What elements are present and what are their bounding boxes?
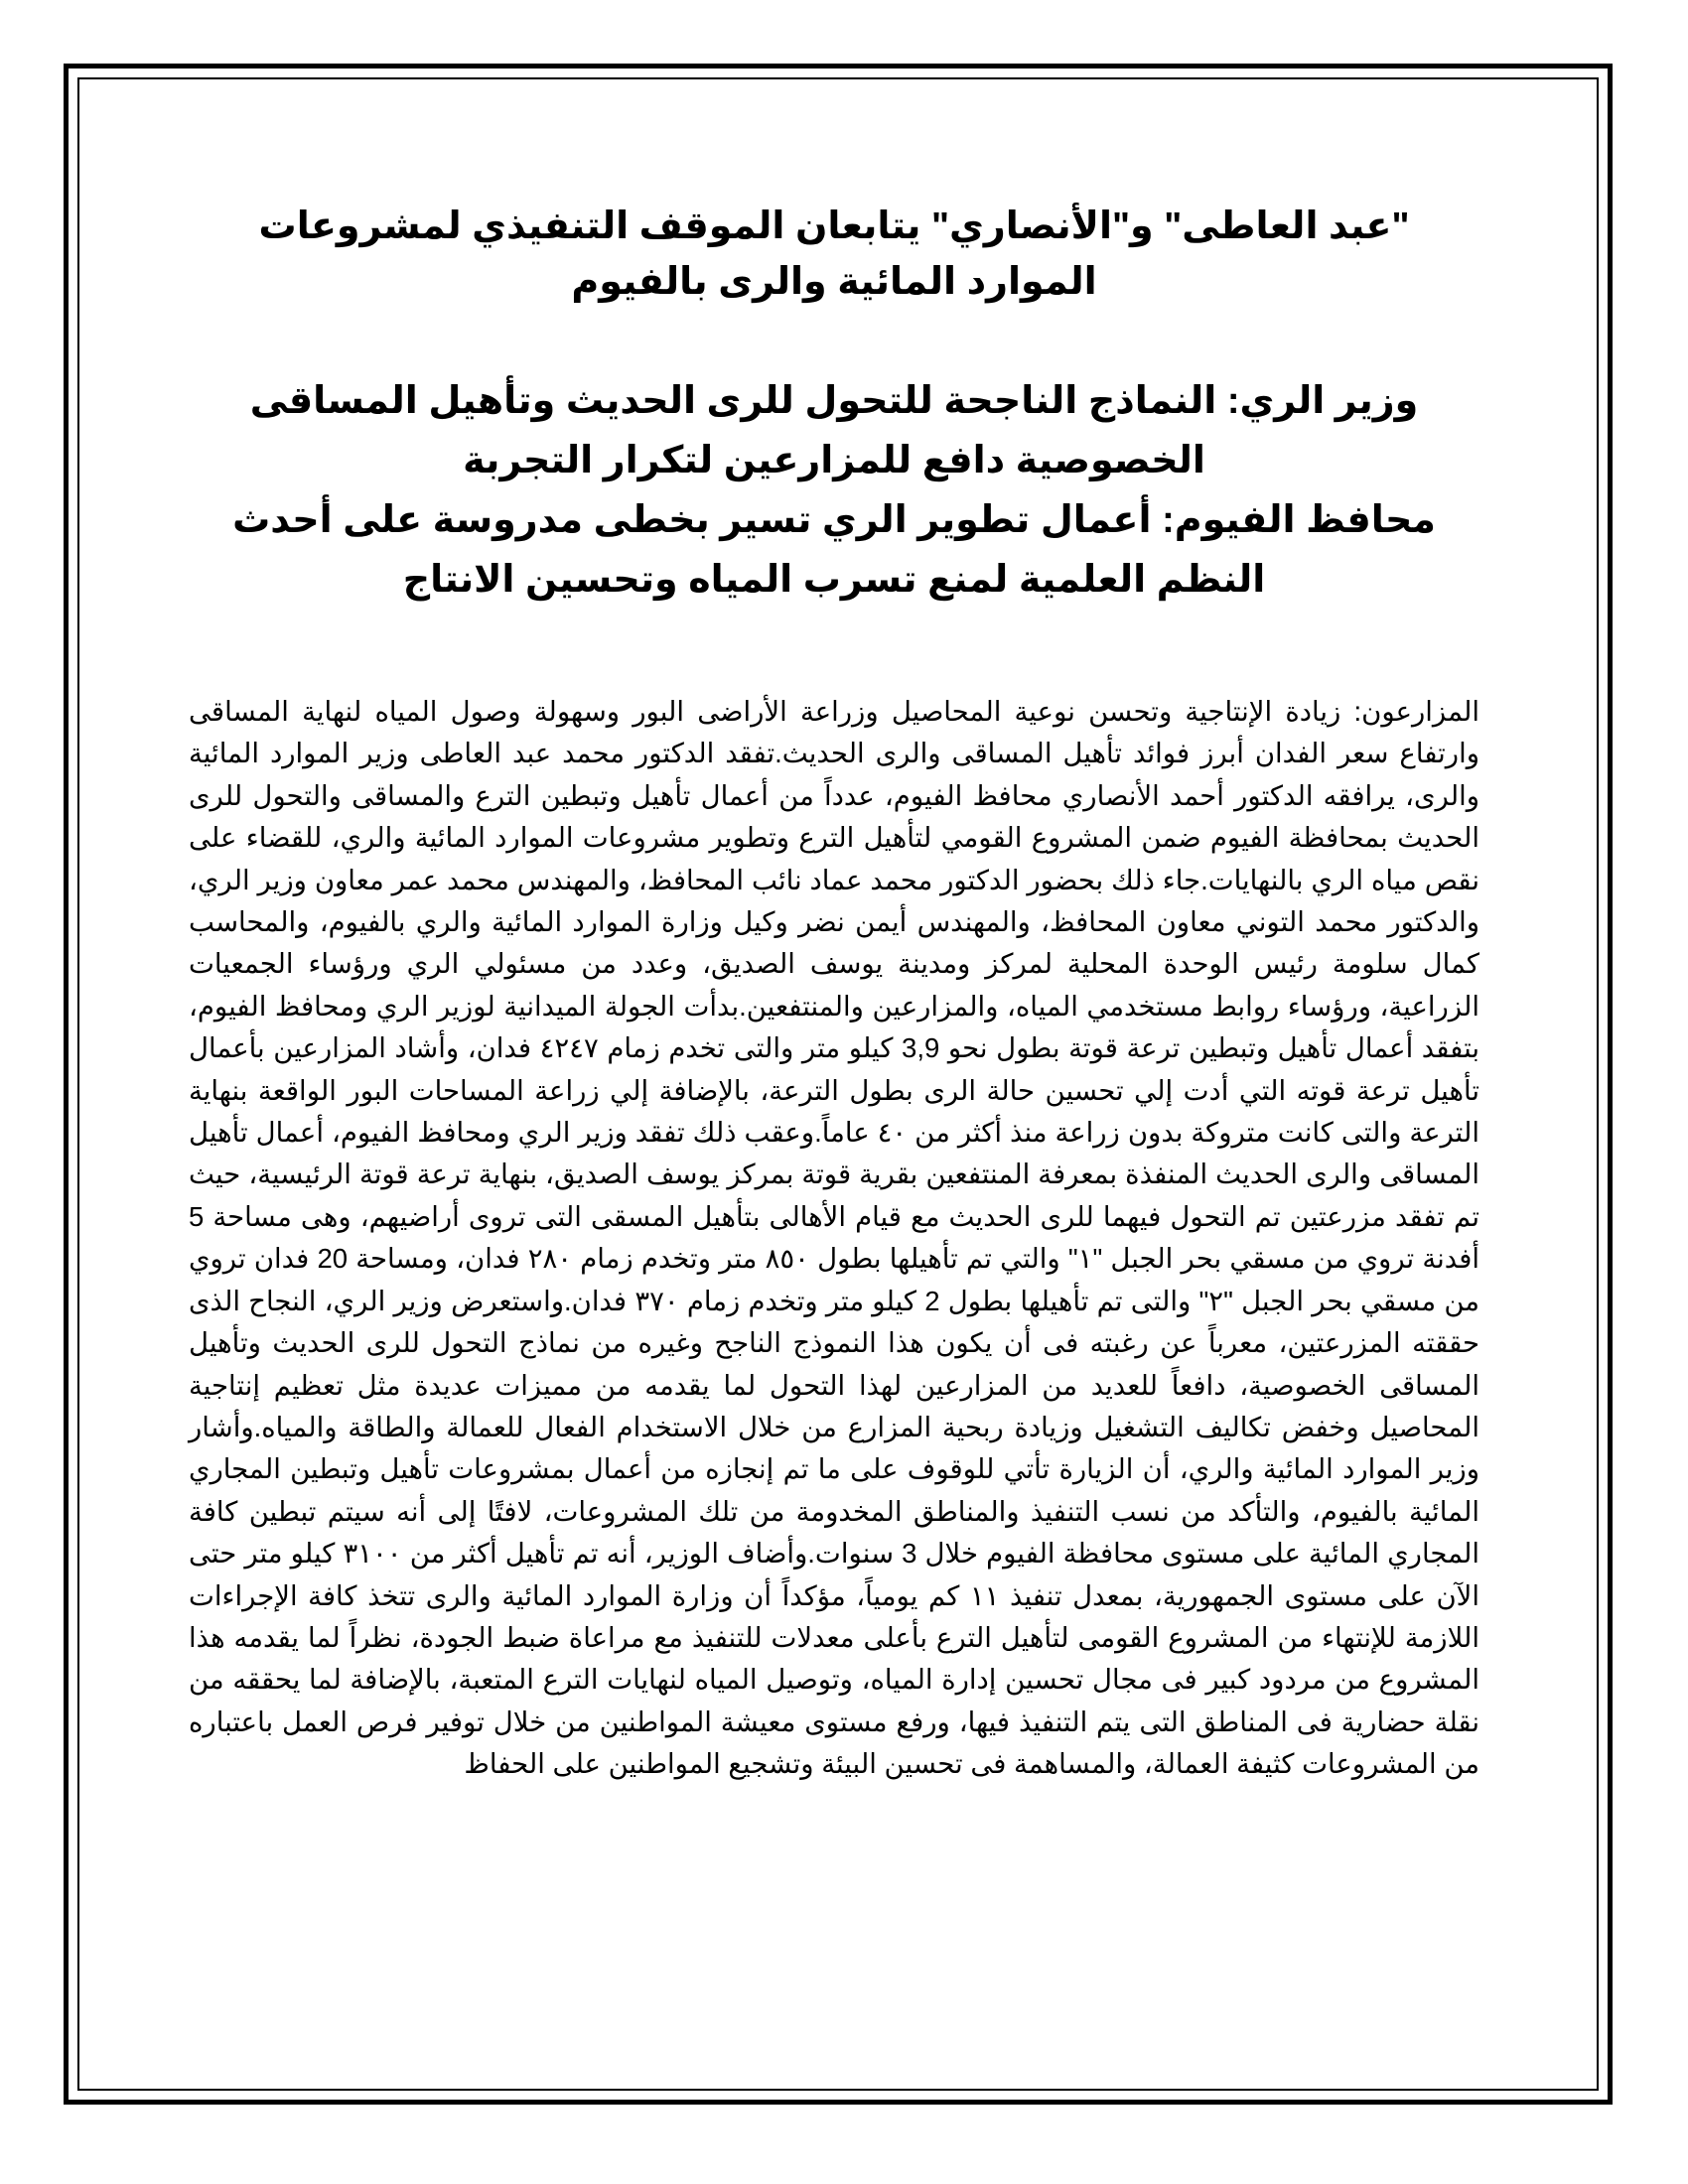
article-body: المزارعون: زيادة الإنتاجية وتحسن نوعية المحاصيل وزراعة الأراضى البور وسهولة وصول المياه لنهاية المساقى وارتفاع سعر الفدان أبرز فوائد تأهيل المساقى والرى الحديث.تفقد الدكتور محمد عبد العاطى وزير الموارد المائية والرى، يرافقه الدكتور أحمد الأنصاري محافظ الفيوم، عدداً من أعمال تأهيل وتبطين الترع والمساقى والتحول للرى الحديث بمحافظة الفيوم ضمن المشروع القومي لتأهيل الترع وتطوير مشروعات الموارد المائية والري، للقضاء على نقص مياه الري بالنهايات.جاء ذلك بحضور الدكتور محمد عماد نائب المحافظ، والمهندس محمد عمر معاون وزير الري، والدكتور محمد التوني معاون المحافظ، والمهندس أيمن نضر وكيل وزارة الموارد المائية والري بالفيوم، والمحاسب كمال سلومة رئيس الوحدة المحلية لمركز ومدينة يوسف الصديق، وعدد من مسئولي الري ورؤساء الجمعيات الزراعية، ورؤساء روابط مستخدمي المياه، والمزارعين والمنتفعين.بدأت الجولة الميدانية لوزير الري ومحافظ الفيوم، بتفقد أعمال تأهيل وتبطين ترعة قوتة بطول نحو 3,9 كيلو متر والتى تخدم زمام ٤٢٤٧ فدان، وأشاد المزارعين بأعمال تأهيل ترعة قوته التي أدت إلي تحسين حالة الرى بطول الترعة، بالإضافة إلي زراعة المساحات البور الواقعة بنهاية الترعة والتى كانت متروكة بدون زراعة منذ أكثر من ٤٠ عاماً.وعقب ذلك تفقد وزير الري ومحافظ الفيوم، أعمال تأهيل المساقى والرى الحديث المنفذة بمعرفة المنتفعين بقرية قوتة بمركز يوسف الصديق، بنهاية ترعة قوتة الرئيسية، حيث تم تفقد مزرعتين تم التحول فيهما للرى الحديث مع قيام الأهالى بتأهيل المسقى التى تروى أراضيهم، وهى مساحة 5 أفدنة تروي من مسقي بحر الجبل "١" والتي تم تأهيلها بطول ٨٥٠ متر وتخدم زمام ٢٨٠ فدان، ومساحة 20 فدان تروي من مسقي بحر الجبل "٢" والتى تم تأهيلها بطول 2 كيلو متر وتخدم زمام ٣٧٠ فدان.واستعرض وزير الري، النجاح الذى حققته المزرعتين، معرباً عن رغبته فى أن يكون هذا النموذج الناجح وغيره من نماذج التحول للرى الحديث وتأهيل المساقى الخصوصية، دافعاً للعديد من المزارعين لهذا التحول لما يقدمه من مميزات عديدة مثل تعظيم إنتاجية المحاصيل وخفض تكاليف التشغيل وزيادة ربحية المزارع من خلال الاستخدام الفعال للعمالة والطاقة والمياه.وأشار وزير الموارد المائية والري، أن الزيارة تأتي للوقوف على ما تم إنجازه من أعمال بمشروعات تأهيل وتبطين المجاري المائية بالفيوم، والتأكد من نسب التنفيذ والمناطق المخدومة من تلك المشروعات، لافتًا إلى أنه سيتم تبطين كافة المجاري المائية على مستوى محافظة الفيوم خلال 3 سنوات.وأضاف الوزير، أنه تم تأهيل أكثر من ٣١٠٠ كيلو متر حتى الآن على مستوى الجمهورية، بمعدل تنفيذ ١١ كم يومياً، مؤكداً أن وزارة الموارد المائية والرى تتخذ كافة الإجراءات اللازمة للإنتهاء من المشروع القومى لتأهيل الترع بأعلى معدلات للتنفيذ مع مراعاة ضبط الجودة، نظراً لما يقدمه هذا المشروع من مردود كبير فى مجال تحسين إدارة المياه، وتوصيل المياه لنهايات الترع المتعبة، بالإضافة لما يحققه من نقلة حضارية فى المناطق التى يتم التنفيذ فيها، ورفع مستوى معيشة المواطنين من خلال توفير فرص العمل باعتباره من المشروعات كثيفة العمالة، والمساهمة فى تحسين البيئة وتشجيع المواطنين على الحفاظ [189, 696, 1480, 1780]
article [189, 199, 1479, 1786]
article-subtitle-minister: وزير الري: النماذج الناجحة للتحول للرى الحديث وتأهيل المساقى الخصوصية دافع للمزارعين لتكرار التجربة [249, 380, 1419, 481]
article-subtitle-governor: محافظ الفيوم: أعمال تطوير الري تسير بخطى مدروسة على أحدث النظم العلمية لمنع تسرب المياه وتحسين الانتاج [232, 499, 1436, 601]
article-title: "عبد العاطى" و"الأنصاري" يتابعان الموقف التنفيذي لمشروعات الموارد المائية والرى بالفيوم [258, 205, 1410, 303]
